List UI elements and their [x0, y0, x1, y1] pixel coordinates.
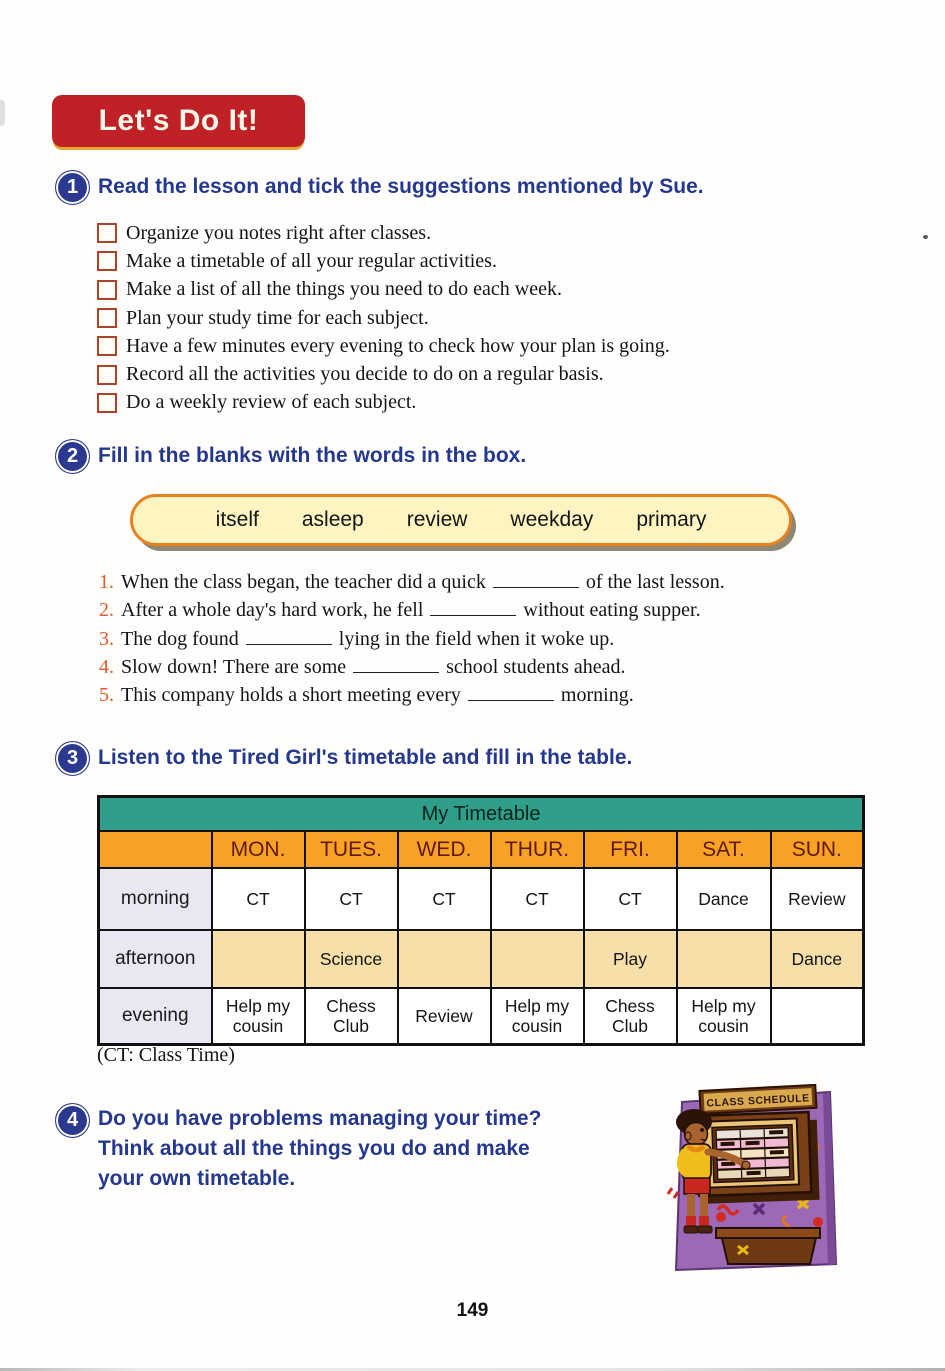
timetable-cell: Dance [771, 930, 864, 988]
timetable-cell-empty[interactable] [398, 930, 491, 988]
sentence-text-before: This company holds a short meeting every [121, 684, 461, 707]
blank-line[interactable] [246, 628, 332, 645]
class-schedule-illustration [658, 1082, 848, 1274]
exercise-2-number: 2 [66, 445, 79, 467]
timetable-row-evening [99, 988, 864, 1045]
sentence-number: 1. [99, 571, 114, 593]
exercise-4-number: 4 [66, 1109, 79, 1131]
word-bank-word: weekday [510, 508, 594, 531]
timetable-cell: CT [491, 868, 584, 930]
checklist-item-label: Make a list of all the things you need to do each week. [126, 278, 562, 301]
checklist-item-label: Record all the activities you decide to do on a regular basis. [126, 363, 604, 386]
timetable-cell: Review [771, 868, 864, 930]
checklist-item-label: Make a timetable of all your regular activities. [126, 249, 497, 272]
checklist-item [97, 219, 670, 247]
checkbox[interactable] [97, 223, 117, 243]
day-header: FRI. [584, 831, 677, 868]
exercise-2-badge [55, 439, 90, 474]
word-bank-word: review [406, 508, 468, 531]
scan-artifact-dot [923, 235, 928, 239]
timetable-row-morning [99, 868, 864, 930]
checkbox[interactable] [97, 280, 117, 300]
lesson-banner-label: Let's Do It! [98, 104, 259, 137]
row-label: morning [99, 868, 212, 930]
sentence-number: 4. [99, 655, 114, 678]
fill-blank-sentence [99, 599, 725, 627]
checkbox[interactable] [97, 308, 117, 328]
checklist-item [97, 247, 670, 275]
timetable-header-row [99, 831, 864, 868]
checklist-item [97, 276, 670, 304]
checklist-item-label: Have a few minutes every evening to check how your plan is going. [126, 334, 670, 357]
timetable-cell: Review [398, 988, 491, 1045]
checklist-item-label: Plan your study time for each subject. [126, 306, 429, 329]
word-bank-box [130, 494, 792, 546]
sentence-text-after: school students ahead. [446, 655, 626, 678]
day-header: MON. [212, 831, 305, 868]
sentence-text-before: Slow down! There are some [121, 655, 347, 678]
bench [716, 1228, 820, 1264]
timetable-cell: Help my cousin [212, 988, 305, 1045]
timetable-cell-empty[interactable] [491, 930, 584, 988]
exercise-4-title-line: Do you have problems managing your time? [98, 1107, 542, 1130]
word-bank-word: primary [636, 508, 707, 531]
checklist-item [97, 304, 670, 332]
timetable-cell: CT [398, 868, 491, 930]
emphasis-marks-icon [668, 1188, 678, 1198]
exercise-4-title-line: your own timetable. [98, 1167, 296, 1190]
fill-blank-sentence [99, 571, 725, 599]
exercise-3-title: Listen to the Tired Girl's timetable and fill in the table. [98, 746, 633, 769]
timetable-cell: Help my cousin [677, 988, 771, 1045]
blank-line[interactable] [493, 571, 579, 588]
sentence-text-after: morning. [560, 684, 634, 707]
row-label: evening [99, 988, 212, 1045]
schedule-sign [699, 1085, 816, 1114]
row-label: afternoon [99, 930, 212, 988]
timetable-title: My Timetable [99, 797, 864, 832]
timetable-cell-empty[interactable] [771, 988, 864, 1045]
sentence-number: 5. [99, 684, 114, 707]
timetable-cell: Science [305, 930, 398, 988]
checkbox[interactable] [97, 251, 117, 271]
scan-artifact-smudge [0, 100, 5, 126]
day-header: SUN. [771, 831, 864, 868]
sentence-text-after: lying in the field when it woke up. [338, 627, 615, 650]
timetable-cell-empty[interactable] [677, 930, 771, 988]
sentence-text-before: After a whole day's hard work, he fell [121, 599, 424, 622]
timetable-cell-empty[interactable] [212, 930, 305, 988]
fill-blank-sentence [99, 656, 725, 684]
timetable-cell: Help my cousin [491, 988, 584, 1045]
suggestion-checklist [97, 219, 670, 417]
timetable-title-row [99, 797, 864, 832]
timetable-cell: CT [584, 868, 677, 930]
timetable-cell: CT [212, 868, 305, 930]
exercise-4-title [98, 1104, 638, 1194]
exercise-1-number: 1 [66, 176, 79, 198]
timetable-row-afternoon [99, 930, 864, 988]
timetable-cell: Play [584, 930, 677, 988]
schedule-board [697, 1112, 820, 1204]
timetable-cell: Chess Club [305, 988, 398, 1045]
checklist-item-label: Do a weekly review of each subject. [126, 391, 417, 414]
checklist-item [97, 332, 670, 360]
exercise-4-title-line: Think about all the things you do and make [98, 1137, 530, 1160]
exercise-1-badge [55, 170, 90, 205]
day-header: WED. [398, 831, 491, 868]
exercise-4-badge [55, 1103, 90, 1138]
checkbox[interactable] [97, 393, 117, 413]
exercise-1-title: Read the lesson and tick the suggestions mentioned by Sue. [98, 175, 704, 198]
blank-line[interactable] [430, 599, 516, 616]
timetable-cell: Dance [677, 868, 771, 930]
lesson-banner [52, 95, 305, 147]
timetable-corner-cell [99, 831, 212, 868]
day-header: SAT. [677, 831, 771, 868]
fill-blank-sentence [99, 684, 725, 712]
exercise-3-number: 3 [66, 747, 79, 769]
blank-line[interactable] [353, 656, 439, 673]
sentence-text-after: of the last lesson. [585, 571, 725, 593]
word-bank-word: asleep [301, 508, 364, 531]
checkbox[interactable] [97, 336, 117, 356]
sentence-number: 2. [99, 599, 114, 622]
checklist-item-label: Organize you notes right after classes. [126, 221, 432, 244]
fill-in-sentences [99, 571, 725, 712]
exercise-2-title: Fill in the blanks with the words in the box. [98, 444, 527, 467]
day-header: TUES. [305, 831, 398, 868]
sentence-text-after: without eating supper. [523, 599, 701, 622]
fill-blank-sentence [99, 628, 725, 656]
red-blob-icon [716, 1212, 726, 1222]
sentence-text-before: When the class began, the teacher did a quick [121, 571, 486, 593]
day-header: THUR. [491, 831, 584, 868]
timetable-cell: Chess Club [584, 988, 677, 1045]
blank-line[interactable] [468, 684, 554, 701]
checklist-item [97, 389, 670, 417]
timetable-note: (CT: Class Time) [97, 1044, 235, 1066]
timetable-cell: CT [305, 868, 398, 930]
exercise-3-badge [55, 741, 90, 776]
red-blob-icon [813, 1217, 823, 1227]
timetable [97, 795, 865, 1046]
checklist-item [97, 360, 670, 388]
sentence-number: 3. [99, 627, 114, 650]
word-bank-word: itself [215, 508, 259, 531]
schedule-sign-text: CLASS SCHEDULE [706, 1092, 810, 1110]
checkbox[interactable] [97, 365, 117, 385]
page-number: 149 [456, 1300, 489, 1321]
sentence-text-before: The dog found [121, 627, 239, 650]
